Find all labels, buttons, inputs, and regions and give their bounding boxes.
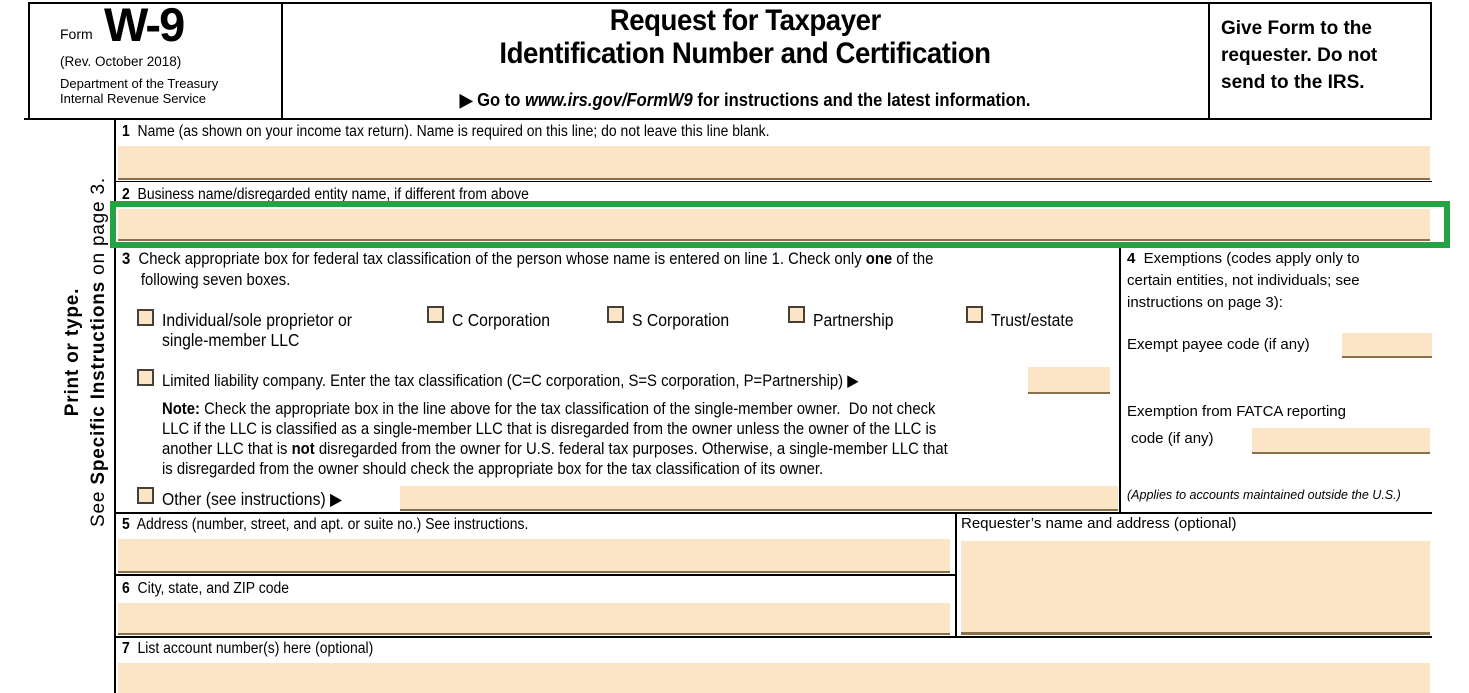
header-divider-right [1208, 2, 1210, 118]
line4-intro-line3: instructions on page 3): [1127, 294, 1283, 311]
fatca-label-line2: code (if any) [1131, 430, 1214, 447]
note-line1: Note: Check the appropriate box in the line above for the tax classification of the single-member owner. Do not check [162, 400, 936, 418]
line3-intro-line2: following seven boxes. [140, 271, 291, 289]
agency-line1: Department of the Treasury [60, 76, 219, 91]
sidebar-line1: Print or type. [62, 287, 83, 417]
give-form-line2: requester. Do not [1221, 45, 1378, 66]
checkbox-trust-estate[interactable] [966, 306, 983, 323]
row34-bottom-border [114, 512, 1432, 514]
city-state-zip-field[interactable] [118, 603, 950, 635]
sidebar-line2: See Specific Instructions on page 3. [88, 177, 109, 527]
fatca-code-field[interactable] [1252, 428, 1430, 454]
line3-intro-line1: 3 Check appropriate box for federal tax classification of the person whose name is entered on line 1. Check only one of the [122, 250, 934, 268]
row6-bottom-border [114, 636, 1432, 638]
llc-classification-field[interactable] [1028, 367, 1110, 394]
requester-label: Requester’s name and address (optional) [961, 515, 1237, 532]
title-line1: Request for Taxpayer [609, 4, 881, 37]
line3-note [162, 400, 1035, 480]
checkbox-c-corporation[interactable] [427, 306, 444, 323]
fatca-note: (Applies to accounts maintained outside the U.S.) [1127, 488, 1401, 502]
exempt-payee-label: Exempt payee code (if any) [1127, 336, 1310, 353]
give-form-note [1221, 15, 1377, 96]
form-revision: (Rev. October 2018) [60, 54, 182, 69]
checkbox-other[interactable] [137, 487, 154, 504]
line3-intro [122, 249, 1024, 291]
line4-intro-line2: certain entities, not individuals; see [1127, 272, 1360, 289]
header-left-border [28, 2, 30, 120]
checkbox-individual-sole-proprietor[interactable] [137, 309, 154, 326]
line4-intro-line1: 4 Exemptions (codes apply only to [1127, 250, 1360, 267]
label-s-corporation: S Corporation [632, 310, 730, 330]
give-form-line1: Give Form to the [1221, 18, 1372, 39]
line1-label: 1 Name (as shown on your income tax return). Name is required on this line; do not leave this line blank. [122, 123, 770, 140]
checkbox-llc[interactable] [137, 369, 154, 386]
name-field[interactable] [118, 146, 1430, 180]
checkbox-s-corporation[interactable] [607, 306, 624, 323]
header-bottom-border [24, 118, 1432, 120]
label-other: Other (see instructions) ▶ [162, 489, 343, 509]
label-partnership: Partnership [813, 310, 894, 330]
address-field[interactable] [118, 539, 950, 573]
form-number: W-9 [104, 0, 184, 51]
other-classification-field[interactable] [400, 486, 1118, 511]
form-word-label: Form [60, 26, 93, 42]
label-individual-sole-proprietor: Individual/sole proprietor or single-member LLC [162, 310, 352, 350]
subtitle-text: ▶ Go to www.irs.gov/FormW9 for instructions and the latest information. [459, 90, 1031, 110]
print-or-type-sidebar [60, 112, 112, 592]
highlight-annotation-box [110, 201, 1450, 248]
note-line3: another LLC that is not disregarded from the owner for U.S. federal tax purposes. Otherwise, a single-member LLC that [162, 440, 948, 458]
label-c-corporation: C Corporation [452, 310, 551, 330]
label-trust-estate: Trust/estate [991, 310, 1074, 330]
column-divider-line3-line4 [1119, 244, 1121, 514]
form-title [282, 4, 1208, 70]
line6-label: 6 City, state, and ZIP code [122, 580, 289, 597]
agency-line2: Internal Revenue Service [60, 91, 206, 106]
exempt-payee-code-field[interactable] [1342, 333, 1432, 358]
note-line2: LLC if the LLC is classified as a single-member LLC that is disregarded from the owner unless the owner of the LLC is [162, 420, 937, 438]
header-right-border [1430, 2, 1432, 120]
requester-name-address-field[interactable] [961, 541, 1430, 635]
checkbox-partnership[interactable] [788, 306, 805, 323]
note-line4: is disregarded from the owner should check the appropriate box for the tax classification of its owner. [162, 460, 824, 478]
line7-label: 7 List account number(s) here (optional) [122, 640, 374, 657]
line5-label: 5 Address (number, street, and apt. or suite no.) See instructions. [122, 516, 529, 533]
line4-intro [1127, 248, 1360, 314]
row5-bottom-border [114, 574, 957, 576]
row1-bottom-border [114, 181, 1432, 182]
label-llc: Limited liability company. Enter the tax classification (C=C corporation, S=S corporation, P=Partnership) ▶ [162, 372, 859, 390]
account-numbers-field[interactable] [118, 663, 1430, 693]
give-form-line3: send to the IRS. [1221, 72, 1365, 93]
title-line2: Identification Number and Certification [499, 37, 991, 70]
form-subtitle [282, 90, 1208, 111]
line2-label: 2 Business name/disregarded entity name, if different from above [122, 186, 529, 203]
fatca-label-line1: Exemption from FATCA reporting [1127, 403, 1346, 420]
